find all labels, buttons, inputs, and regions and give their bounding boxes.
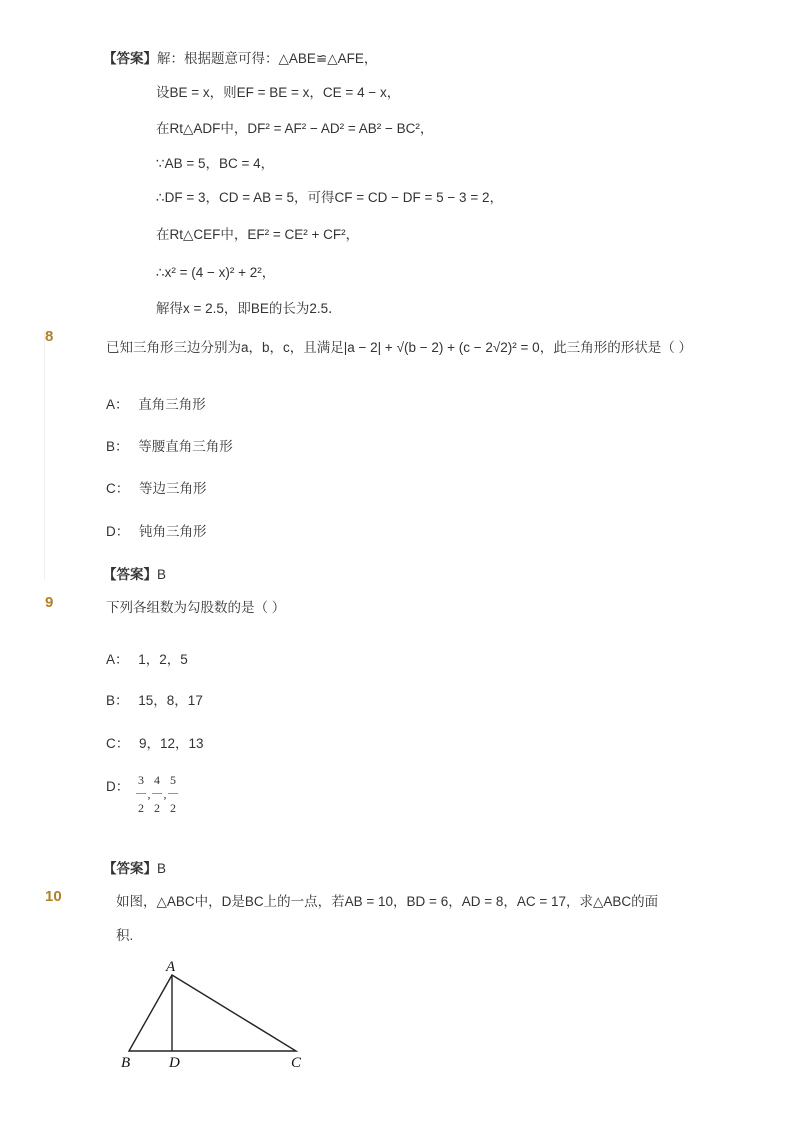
option-d[interactable] xyxy=(106,520,207,540)
q7-solution-line-5: ∴DF = 3，CD = AB = 5，可得CF = CD − DF = 5 − 3 = 2， xyxy=(156,190,503,205)
answer-line xyxy=(103,563,166,584)
option-a[interactable] xyxy=(106,393,206,413)
fraction-bar: — xyxy=(136,788,146,799)
separator: , xyxy=(163,787,167,801)
option-d[interactable] xyxy=(106,775,129,795)
numerator: 5 xyxy=(170,773,176,787)
q7-solution-line-6: 在Rt△CEF中，EF² = CE² + CF²， xyxy=(156,227,360,242)
option-key: D： xyxy=(106,524,130,539)
option-text: 钝角三角形 xyxy=(139,524,207,539)
question-stem: 已知三角形三边分别为a，b，c，且满足|a − 2| + √(b − 2) + (c − 2√2)² = 0，此三角形的形状是（ ） xyxy=(106,340,692,355)
answer-line xyxy=(103,857,166,878)
option-text: 1，2，5 xyxy=(138,652,188,667)
option-text: 9，12，13 xyxy=(139,736,204,751)
fraction-bar: — xyxy=(152,788,162,799)
q7-solution-line-8: 解得x = 2.5，即BE的长为2.5． xyxy=(156,301,342,316)
solution-text: 解：根据题意可得：△ABE≌△AFE， xyxy=(157,51,378,66)
option-text: 等腰直角三角形 xyxy=(138,439,233,454)
numerator: 3 xyxy=(138,773,144,787)
option-key: D： xyxy=(106,779,130,794)
answer-tag: 【答案】 xyxy=(103,567,157,582)
label-b: B xyxy=(121,1055,131,1071)
fraction xyxy=(152,770,162,818)
option-a[interactable] xyxy=(106,648,188,668)
triangle-abc xyxy=(129,975,296,1051)
question-number: 10 xyxy=(45,888,62,905)
triangle-figure xyxy=(110,955,330,1075)
option-c[interactable] xyxy=(106,732,204,752)
option-b[interactable] xyxy=(106,689,203,709)
label-d: D xyxy=(169,1055,180,1071)
q7-solution-line-3: 在Rt△ADF中，DF² = AF² − AD² = AB² − BC²， xyxy=(156,121,434,136)
label-a: A xyxy=(166,959,176,975)
option-key: B： xyxy=(106,693,129,708)
separator: , xyxy=(147,787,151,801)
fraction xyxy=(168,770,178,818)
denominator: 2 xyxy=(138,801,144,815)
option-d-fractions xyxy=(136,770,178,818)
q7-solution-line-1 xyxy=(103,47,377,68)
answer-tag: 【答案】 xyxy=(103,51,157,66)
fraction xyxy=(136,770,146,818)
question-number: 8 xyxy=(45,328,54,345)
option-key: C： xyxy=(106,736,130,751)
option-key: A： xyxy=(106,397,129,412)
question-stem-line-1: 如图，△ABC中，D是BC上的一点，若AB = 10，BD = 6，AD = 8，AC = 17，求△ABC的面 xyxy=(116,894,659,909)
label-c: C xyxy=(291,1055,302,1071)
option-key: A： xyxy=(106,652,129,667)
question-number: 9 xyxy=(45,594,54,611)
option-text: 等边三角形 xyxy=(139,481,207,496)
q7-solution-line-4: ∵AB = 5，BC = 4， xyxy=(156,156,275,171)
q7-solution-line-2: 设BE = x，则EF = BE = x，CE = 4 − x， xyxy=(156,85,401,100)
numerator: 4 xyxy=(154,773,160,787)
question-stem: 下列各组数为勾股数的是（ ） xyxy=(106,600,286,615)
option-key: B： xyxy=(106,439,129,454)
fraction-bar: — xyxy=(168,788,178,799)
option-text: 直角三角形 xyxy=(138,397,206,412)
question-stem-line-2: 积. xyxy=(116,928,134,943)
answer-value: B xyxy=(157,567,167,582)
option-text: 15，8，17 xyxy=(138,693,203,708)
denominator: 2 xyxy=(154,801,160,815)
q7-solution-line-7: ∴x² = (4 − x)² + 2²， xyxy=(156,265,276,280)
gutter-rule xyxy=(44,330,45,580)
denominator: 2 xyxy=(170,801,176,815)
option-key: C： xyxy=(106,481,130,496)
answer-value: B xyxy=(157,861,167,876)
option-c[interactable] xyxy=(106,477,207,497)
option-b[interactable] xyxy=(106,435,233,455)
answer-tag: 【答案】 xyxy=(103,861,157,876)
